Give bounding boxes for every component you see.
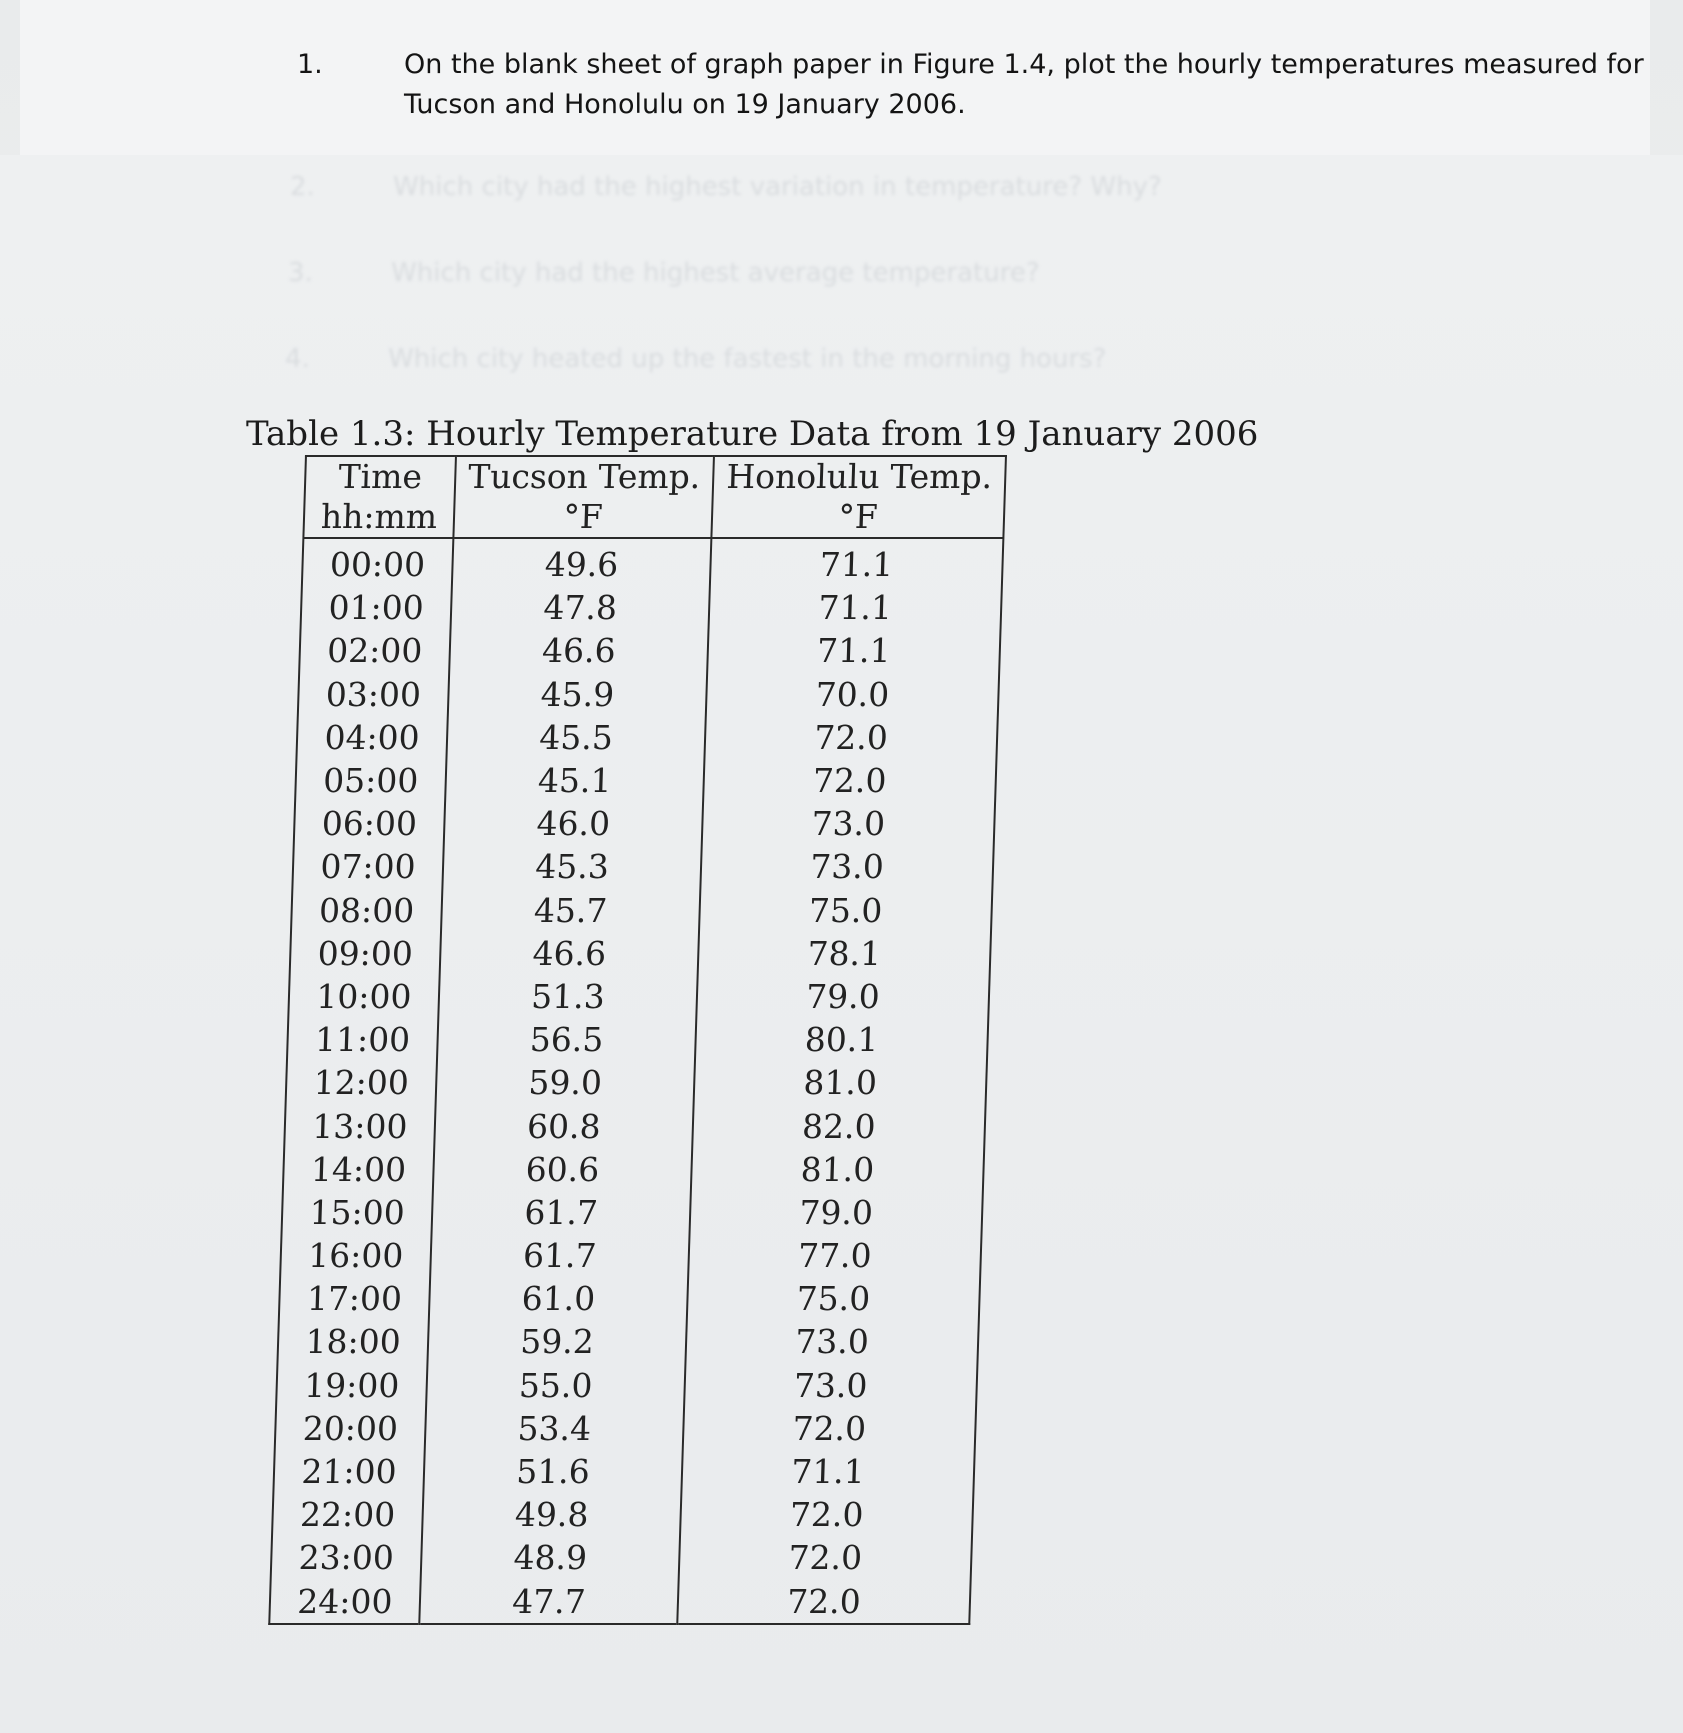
cell-tucson-temp: 45.1 <box>445 759 704 802</box>
cell-time: 23:00 <box>271 1536 422 1579</box>
cell-tucson-temp: 45.5 <box>446 716 705 759</box>
table-row <box>291 889 992 932</box>
cell-honolulu-temp: 82.0 <box>801 1106 877 1146</box>
show-through-question-2 <box>290 172 1162 202</box>
cell-time: 09:00 <box>290 932 441 975</box>
cell-time: 22:00 <box>272 1493 423 1536</box>
table-row <box>275 1407 976 1450</box>
cell-time: 01:00 <box>301 586 452 629</box>
cell-tucson-temp: 61.7 <box>430 1234 689 1277</box>
cell-honolulu-temp: 72.0 <box>786 1581 862 1621</box>
show-through-number: 2. <box>290 172 315 202</box>
cell-honolulu-temp: 80.1 <box>804 1020 879 1060</box>
show-through-question-3 <box>288 258 1040 288</box>
cell-honolulu-temp: 71.1 <box>819 545 894 585</box>
cell-tucson-temp: 59.2 <box>427 1320 686 1363</box>
cell-time: 17:00 <box>279 1277 430 1320</box>
question-number: 1. <box>297 49 323 80</box>
table-row <box>280 1234 981 1277</box>
header-honolulu: Honolulu Temp. <box>725 457 993 496</box>
cell-honolulu-temp: 71.1 <box>790 1452 866 1492</box>
cell-honolulu-temp: 75.0 <box>796 1279 871 1319</box>
cell-time: 19:00 <box>276 1364 427 1407</box>
cell-tucson-temp: 60.6 <box>433 1148 692 1191</box>
table-body <box>269 538 1003 1624</box>
cell-tucson-temp: 45.9 <box>448 673 707 716</box>
table-row <box>298 673 999 716</box>
cell-tucson-temp: 46.0 <box>444 802 703 845</box>
table-caption: Table 1.3: Hourly Temperature Data from 19 January 2006 <box>246 414 1259 454</box>
cell-time: 16:00 <box>280 1234 431 1277</box>
cell-honolulu-temp: 71.1 <box>816 631 892 671</box>
cell-time: 02:00 <box>299 629 450 672</box>
cell-honolulu-temp: 72.0 <box>787 1538 863 1578</box>
cell-tucson-temp: 61.0 <box>429 1277 688 1320</box>
temperature-table <box>268 455 1007 1625</box>
cell-tucson-temp: 46.6 <box>449 629 708 672</box>
table-row <box>294 802 995 845</box>
cell-honolulu-temp: 73.0 <box>809 847 885 887</box>
cell-tucson-temp: 53.4 <box>425 1407 684 1450</box>
cell-tucson-temp: 49.6 <box>452 538 712 586</box>
cell-honolulu-temp: 79.0 <box>805 976 881 1016</box>
table-header-row <box>305 456 1006 497</box>
table-row <box>284 1104 985 1147</box>
cell-honolulu-temp: 71.1 <box>817 588 893 628</box>
cell-honolulu-temp: 77.0 <box>797 1236 873 1276</box>
table-row <box>290 932 991 975</box>
cell-tucson-temp: 59.0 <box>436 1061 695 1104</box>
unit-time: hh:mm <box>303 497 454 538</box>
cell-time: 05:00 <box>295 759 446 802</box>
show-through-text: Which city had the highest variation in temperature? Why? <box>393 172 1162 202</box>
cell-honolulu-temp: 70.0 <box>815 674 890 714</box>
table-row <box>299 629 1000 672</box>
cell-tucson-temp: 48.9 <box>421 1536 680 1579</box>
header-tucson: Tucson Temp. <box>455 456 714 497</box>
show-through-question-4 <box>285 344 1106 374</box>
show-through-text: Which city heated up the fastest in the morning hours? <box>388 344 1107 374</box>
cell-time: 00:00 <box>302 538 454 586</box>
table-unit-row <box>303 497 1004 538</box>
cell-honolulu-temp: 72.0 <box>792 1408 867 1448</box>
cell-honolulu-temp: 78.1 <box>806 933 882 973</box>
cell-time: 24:00 <box>269 1580 420 1624</box>
cell-honolulu-temp: 73.0 <box>811 804 886 844</box>
table-row <box>282 1191 983 1234</box>
cell-time: 18:00 <box>277 1320 428 1363</box>
cell-tucson-temp: 47.8 <box>451 586 710 629</box>
cell-time: 21:00 <box>273 1450 424 1493</box>
table-row <box>295 759 996 802</box>
table-row <box>269 1580 970 1624</box>
table-row <box>272 1493 973 1536</box>
table-row <box>302 538 1004 586</box>
cell-honolulu-temp: 72.0 <box>813 717 889 757</box>
cell-time: 14:00 <box>283 1148 434 1191</box>
table-row <box>279 1277 980 1320</box>
cell-honolulu-temp: 72.0 <box>812 761 888 801</box>
table-row <box>296 716 997 759</box>
cell-tucson-temp: 47.7 <box>419 1580 678 1624</box>
cell-tucson-temp: 51.6 <box>423 1450 682 1493</box>
cell-time: 07:00 <box>292 845 443 888</box>
table-row <box>288 975 989 1018</box>
cell-time: 03:00 <box>298 673 449 716</box>
table-row <box>283 1148 984 1191</box>
cell-honolulu-temp: 73.0 <box>793 1365 869 1405</box>
cell-tucson-temp: 46.6 <box>440 932 699 975</box>
show-through-number: 3. <box>288 258 313 288</box>
cell-time: 08:00 <box>291 889 442 932</box>
table-row <box>287 1018 988 1061</box>
cell-honolulu-temp: 75.0 <box>808 890 884 930</box>
cell-honolulu-temp: 81.0 <box>800 1149 875 1189</box>
cell-time: 13:00 <box>284 1104 435 1147</box>
cell-time: 10:00 <box>288 975 439 1018</box>
cell-honolulu-temp: 81.0 <box>802 1063 878 1103</box>
cell-tucson-temp: 61.7 <box>432 1191 691 1234</box>
cell-tucson-temp: 45.3 <box>442 845 701 888</box>
table-row <box>276 1364 977 1407</box>
cell-tucson-temp: 56.5 <box>437 1018 696 1061</box>
cell-time: 11:00 <box>287 1018 438 1061</box>
cell-time: 06:00 <box>294 802 445 845</box>
table-row <box>273 1450 974 1493</box>
show-through-text: Which city had the highest average temperature? <box>391 258 1040 288</box>
table-row <box>277 1320 978 1363</box>
cell-time: 20:00 <box>275 1407 426 1450</box>
unit-honolulu: °F <box>711 497 1004 538</box>
cell-honolulu-temp: 73.0 <box>794 1322 870 1362</box>
header-time: Time <box>305 456 456 497</box>
cell-time: 15:00 <box>282 1191 433 1234</box>
question-text: On the blank sheet of graph paper in Figure 1.4, plot the hourly temperatures measured for Tucson and Honolulu on 19 January 2006. <box>404 49 1644 120</box>
table-row <box>292 845 993 888</box>
cell-honolulu-temp: 79.0 <box>798 1192 874 1232</box>
show-through-number: 4. <box>285 344 310 374</box>
cell-tucson-temp: 60.8 <box>434 1104 693 1147</box>
table-row <box>286 1061 987 1104</box>
table-row <box>271 1536 972 1579</box>
cell-time: 12:00 <box>286 1061 437 1104</box>
cell-tucson-temp: 45.7 <box>441 889 700 932</box>
cell-tucson-temp: 51.3 <box>438 975 697 1018</box>
table-row <box>301 586 1002 629</box>
cell-time: 04:00 <box>296 716 447 759</box>
unit-tucson: °F <box>453 497 712 538</box>
cell-tucson-temp: 55.0 <box>426 1364 685 1407</box>
cell-tucson-temp: 49.8 <box>422 1493 681 1536</box>
cell-honolulu-temp: 72.0 <box>789 1495 865 1535</box>
